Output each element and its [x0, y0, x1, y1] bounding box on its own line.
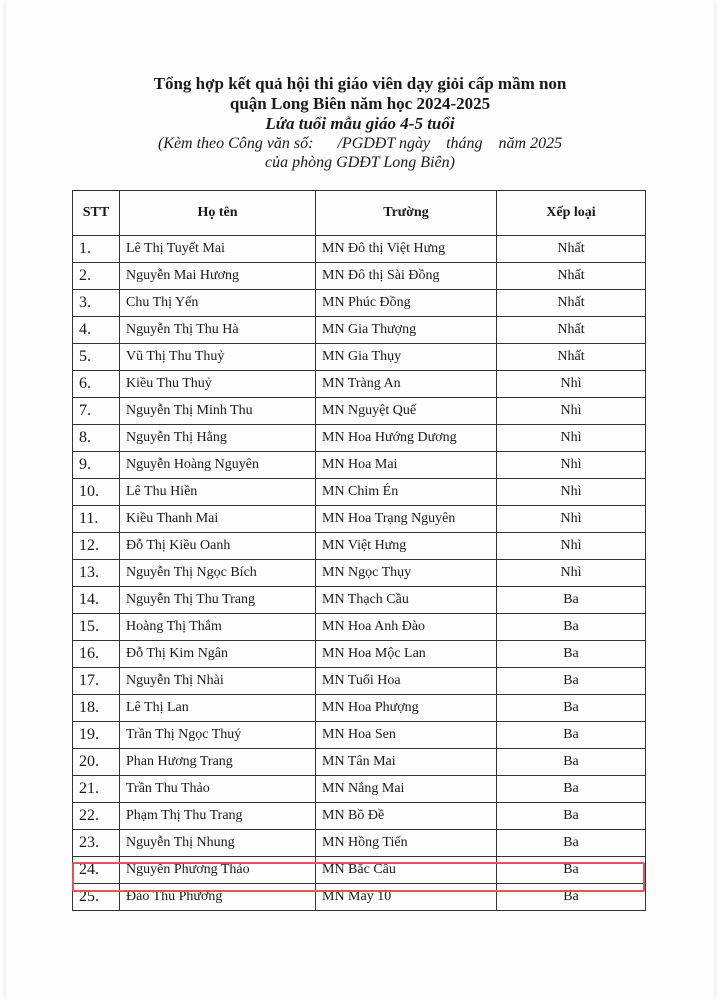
table-row: [73, 263, 646, 290]
table-body: [73, 236, 646, 911]
cell-school: MN Hoa Mộc Lan: [316, 641, 497, 668]
cell-school: MN Tuổi Hoa: [316, 668, 497, 695]
cell-name: Nguyễn Thị Ngọc Bích: [120, 560, 316, 587]
cell-school: MN Phúc Đồng: [316, 290, 497, 317]
cell-school: MN Nguyệt Quế: [316, 398, 497, 425]
note-line-2: của phòng GDĐT Long Biên): [265, 154, 455, 171]
cell-stt: 12.: [73, 533, 120, 560]
cell-name: Đào Thu Phương: [120, 884, 316, 911]
table-row: [73, 695, 646, 722]
cell-stt: 25.: [73, 884, 120, 911]
document-header: [0, 74, 720, 172]
cell-school: MN Đô thị Việt Hưng: [316, 236, 497, 263]
cell-rank: Nhất: [497, 236, 646, 263]
cell-name: Đỗ Thị Kim Ngân: [120, 641, 316, 668]
cell-rank: Ba: [497, 668, 646, 695]
cell-school: MN Hoa Phượng: [316, 695, 497, 722]
cell-stt: 4.: [73, 317, 120, 344]
column-header-name: Họ tên: [120, 191, 316, 236]
cell-name: Nguyễn Thị Hằng: [120, 425, 316, 452]
cell-stt: 5.: [73, 344, 120, 371]
table-row: [73, 857, 646, 884]
cell-name: Chu Thị Yến: [120, 290, 316, 317]
cell-name: Đỗ Thị Kiều Oanh: [120, 533, 316, 560]
cell-school: MN Chim Én: [316, 479, 497, 506]
cell-school: MN Hoa Anh Đào: [316, 614, 497, 641]
table-row: [73, 668, 646, 695]
cell-rank: Nhì: [497, 371, 646, 398]
cell-school: MN Bắc Cầu: [316, 857, 497, 884]
cell-rank: Nhì: [497, 425, 646, 452]
table-row: [73, 587, 646, 614]
table-row: [73, 317, 646, 344]
cell-stt: 22.: [73, 803, 120, 830]
cell-school: MN Ngọc Thụy: [316, 560, 497, 587]
cell-stt: 2.: [73, 263, 120, 290]
cell-school: MN Gia Thượng: [316, 317, 497, 344]
cell-stt: 23.: [73, 830, 120, 857]
cell-name: Lê Thị Tuyết Mai: [120, 236, 316, 263]
cell-rank: Ba: [497, 587, 646, 614]
cell-rank: Ba: [497, 749, 646, 776]
table-row: [73, 506, 646, 533]
cell-name: Lê Thu Hiền: [120, 479, 316, 506]
table-row: [73, 425, 646, 452]
cell-rank: Nhì: [497, 506, 646, 533]
cell-stt: 1.: [73, 236, 120, 263]
cell-stt: 7.: [73, 398, 120, 425]
cell-name: Lê Thị Lan: [120, 695, 316, 722]
cell-name: Nguyễn Phương Thảo: [120, 857, 316, 884]
cell-school: MN Đô thị Sài Đồng: [316, 263, 497, 290]
cell-name: Kiều Thu Thuỷ: [120, 371, 316, 398]
cell-rank: Nhất: [497, 317, 646, 344]
column-header-school: Trường: [316, 191, 497, 236]
cell-school: MN Nắng Mai: [316, 776, 497, 803]
cell-school: MN Bồ Đề: [316, 803, 497, 830]
table-row: [73, 533, 646, 560]
cell-school: MN May 10: [316, 884, 497, 911]
table-row: [73, 371, 646, 398]
cell-stt: 14.: [73, 587, 120, 614]
cell-rank: Nhì: [497, 452, 646, 479]
cell-school: MN Hoa Sen: [316, 722, 497, 749]
title-line-3: Lứa tuổi mẫu giáo 4-5 tuổi: [265, 114, 455, 133]
cell-rank: Ba: [497, 857, 646, 884]
table-row: [73, 344, 646, 371]
cell-school: MN Hồng Tiến: [316, 830, 497, 857]
cell-rank: Ba: [497, 803, 646, 830]
cell-rank: Ba: [497, 614, 646, 641]
cell-name: Nguyễn Thị Nhài: [120, 668, 316, 695]
cell-school: MN Hoa Trạng Nguyên: [316, 506, 497, 533]
cell-stt: 10.: [73, 479, 120, 506]
cell-name: Trần Thu Thảo: [120, 776, 316, 803]
cell-name: Nguyễn Hoàng Nguyên: [120, 452, 316, 479]
table-row: [73, 722, 646, 749]
cell-rank: Nhất: [497, 290, 646, 317]
cell-rank: Nhì: [497, 533, 646, 560]
cell-stt: 3.: [73, 290, 120, 317]
cell-school: MN Hoa Hướng Dương: [316, 425, 497, 452]
cell-stt: 13.: [73, 560, 120, 587]
cell-school: MN Việt Hưng: [316, 533, 497, 560]
cell-name: Trần Thị Ngọc Thuý: [120, 722, 316, 749]
cell-name: Vũ Thị Thu Thuỷ: [120, 344, 316, 371]
cell-stt: 11.: [73, 506, 120, 533]
cell-school: MN Thạch Cầu: [316, 587, 497, 614]
cell-stt: 18.: [73, 695, 120, 722]
cell-stt: 9.: [73, 452, 120, 479]
cell-school: MN Tràng An: [316, 371, 497, 398]
cell-stt: 21.: [73, 776, 120, 803]
cell-rank: Nhì: [497, 398, 646, 425]
note-line-1: (Kèm theo Công văn số: /PGDĐT ngày tháng năm 2025: [157, 135, 563, 152]
table-row: [73, 830, 646, 857]
cell-name: Nguyễn Thị Minh Thu: [120, 398, 316, 425]
results-table: [72, 190, 646, 911]
cell-rank: Ba: [497, 884, 646, 911]
column-header-rank: Xếp loại: [497, 191, 646, 236]
table-row: [73, 452, 646, 479]
cell-stt: 8.: [73, 425, 120, 452]
cell-school: MN Gia Thụy: [316, 344, 497, 371]
cell-rank: Nhì: [497, 560, 646, 587]
cell-rank: Ba: [497, 776, 646, 803]
cell-rank: Ba: [497, 830, 646, 857]
cell-stt: 24.: [73, 857, 120, 884]
cell-rank: Nhất: [497, 263, 646, 290]
cell-stt: 17.: [73, 668, 120, 695]
table-row: [73, 641, 646, 668]
cell-name: Kiều Thanh Mai: [120, 506, 316, 533]
cell-name: Hoàng Thị Thắm: [120, 614, 316, 641]
table-row: [73, 803, 646, 830]
table-row: [73, 614, 646, 641]
cell-name: Phan Hương Trang: [120, 749, 316, 776]
cell-name: Nguyễn Thị Nhung: [120, 830, 316, 857]
table-row: [73, 398, 646, 425]
table-row: [73, 479, 646, 506]
table-row: [73, 749, 646, 776]
cell-rank: Ba: [497, 695, 646, 722]
column-header-stt: STT: [73, 191, 120, 236]
cell-name: Nguyễn Thị Thu Hà: [120, 317, 316, 344]
table-header-row: [73, 191, 646, 236]
table-row: [73, 776, 646, 803]
table-row: [73, 236, 646, 263]
cell-school: MN Hoa Mai: [316, 452, 497, 479]
cell-stt: 20.: [73, 749, 120, 776]
cell-name: Nguyễn Mai Hương: [120, 263, 316, 290]
cell-name: Phạm Thị Thu Trang: [120, 803, 316, 830]
cell-name: Nguyễn Thị Thu Trang: [120, 587, 316, 614]
cell-stt: 15.: [73, 614, 120, 641]
cell-stt: 16.: [73, 641, 120, 668]
table-row: [73, 560, 646, 587]
table-row: [73, 884, 646, 911]
cell-stt: 19.: [73, 722, 120, 749]
cell-rank: Ba: [497, 641, 646, 668]
cell-school: MN Tân Mai: [316, 749, 497, 776]
cell-rank: Nhất: [497, 344, 646, 371]
title-line-1: Tổng hợp kết quả hội thi giáo viên dạy giỏi cấp mầm non: [153, 74, 567, 93]
cell-stt: 6.: [73, 371, 120, 398]
table-row: [73, 290, 646, 317]
title-line-2: quận Long Biên năm học 2024-2025: [229, 94, 491, 113]
cell-rank: Ba: [497, 722, 646, 749]
cell-rank: Nhì: [497, 479, 646, 506]
